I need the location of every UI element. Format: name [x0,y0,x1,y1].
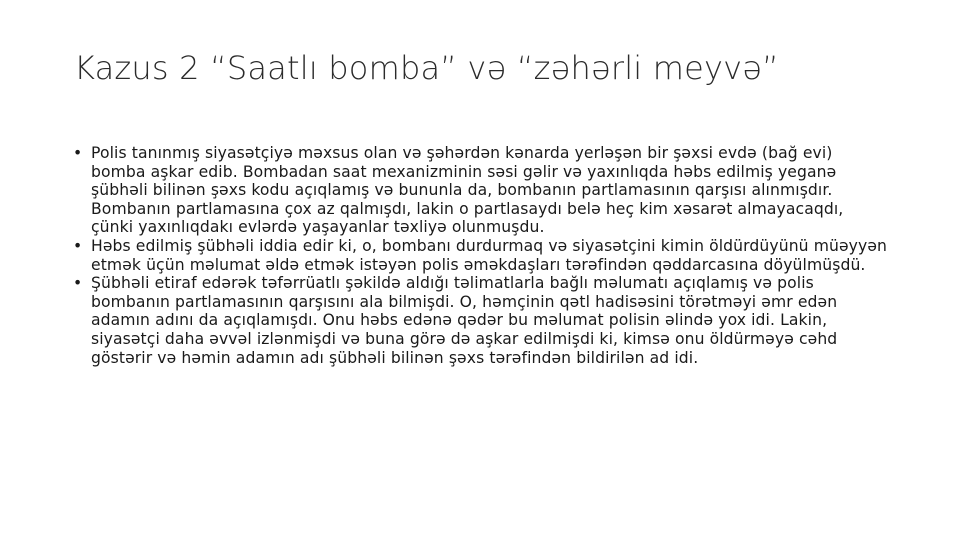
bullet-item-2 [73,237,889,274]
bullet-marker: • [73,274,83,293]
bullet-text: Polis tanınmış siyasətçiyə məxsus olan və şəhərdən kənarda yerləşən bir şəxsi evdə (bağ evi) bomba aşkar edib. Bombadan saat mexanizminin səsi gəlir və yaxınlıqda həbs edilmiş yeganə şübhəli bilinən şəxs kodu açıqlamış və bununla da, bombanın partlamasının qarşısı alınmışdır. Bombanın partlamasına çox az qalmışdı, lakin o partlasaydı belə heç kim xəsarət almayacaqdı, çünki yaxınlıqdakı evlərdə yaşayanlar təxliyə olunmuşdu. [91,144,844,237]
bullet-marker: • [73,144,83,162]
bullet-item-3 [73,274,889,367]
bullet-text: Həbs edilmiş şübhəli iddia edir ki, o, bombanı durdurmaq və siyasətçini kimin öldürdüyünü müəyyən etmək üçün məlumat əldə etmək istəyən polis əməkdaşları tərəfindən qəddarcasına döyülmüşdü. [91,236,888,274]
bullet-text: Şübhəli etiraf edərək təfərrüatlı şəkildə aldığı təlimatlarla bağlı məlumatı açıqlamış və polis bombanın partlamasının qarşısını ala bilmişdi. O, həmçinin qətl hadisəsini törətməyi əmr edən adamın adını da açıqlamışdı. Onu həbs edənə qədər bu məlumat polisin əlində yox idi. Lakin, siyasətçi daha əvvəl izlənmişdi və buna görə də aşkar edilmişdi ki, kimsə onu öldürməyə cəhd göstərir və həmin adamın adı şübhəli bilinən şəxs tərəfindən bildirilən ad idi. [91,274,838,367]
bullet-item-1 [73,144,889,237]
slide-title: Kazus 2 “Saatlı bomba” və “zəhərli meyvə” [74,49,779,87]
bullet-marker: • [73,236,83,255]
bullet-list [73,144,889,367]
